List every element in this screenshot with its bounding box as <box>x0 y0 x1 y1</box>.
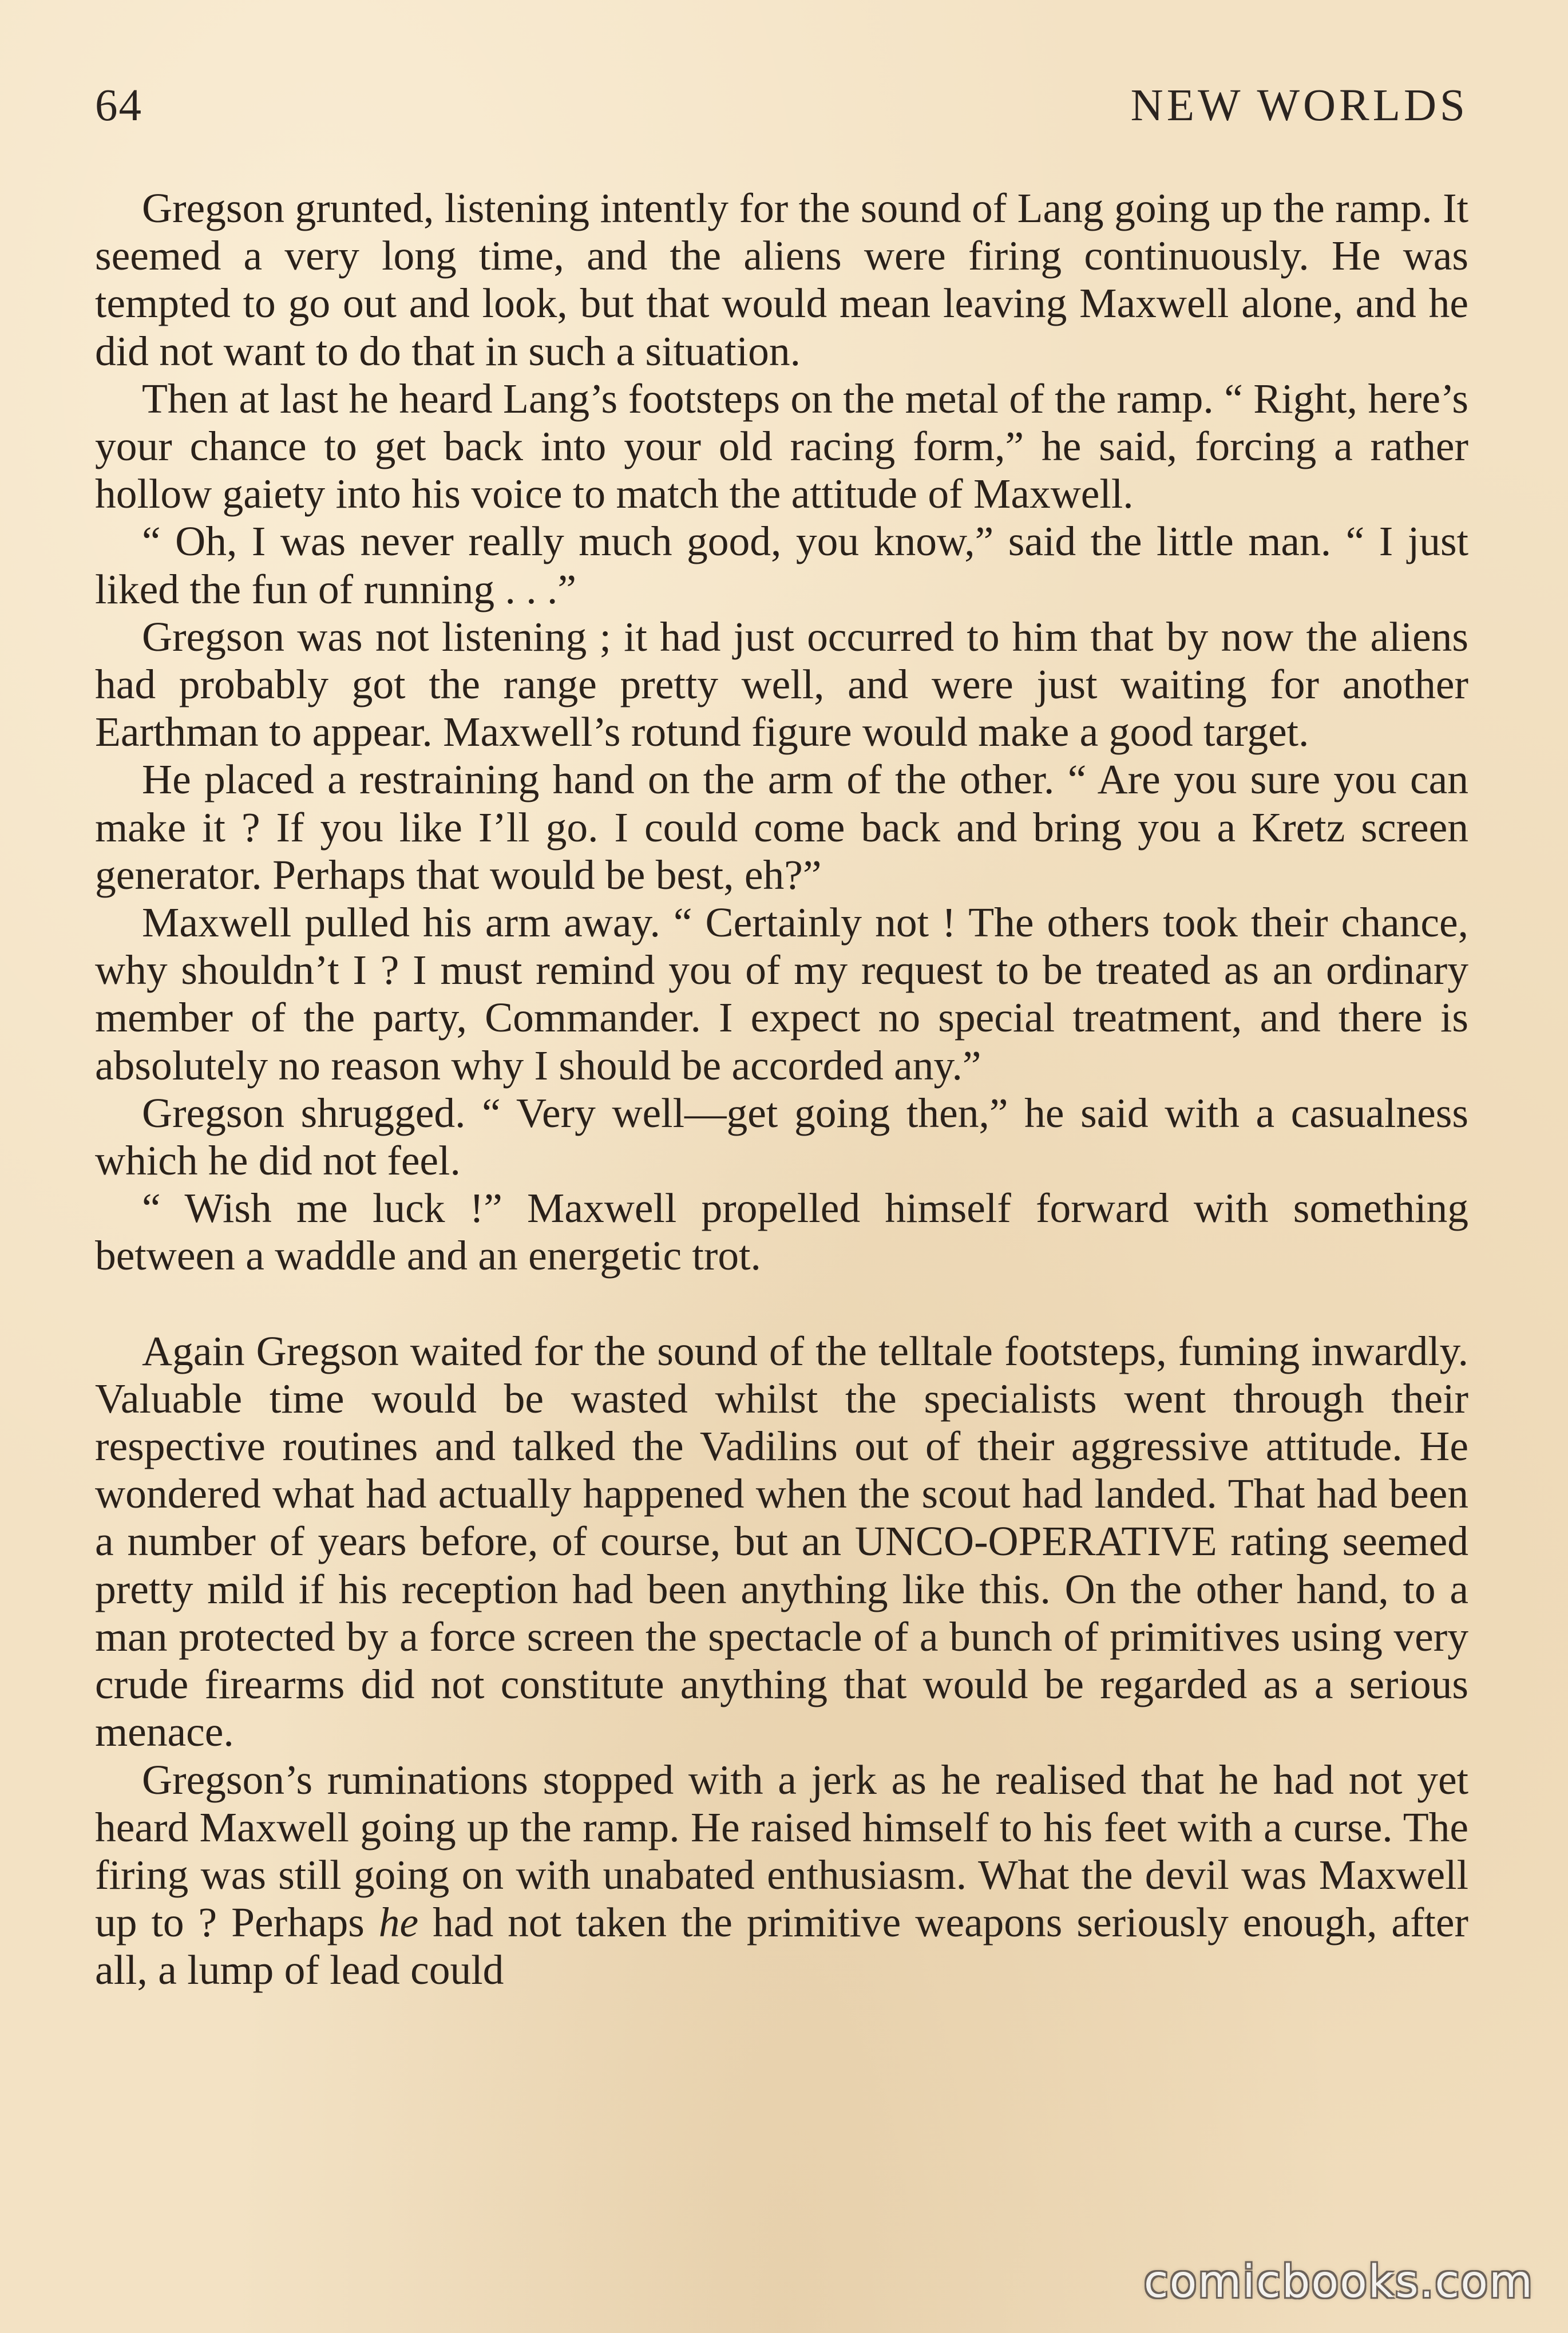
body-text <box>95 184 1468 1994</box>
paragraph: “ Oh, I was never really much good, you know,” said the little man. “ I just liked the fun of running . . .” <box>95 518 1468 612</box>
running-head <box>95 80 1468 143</box>
paragraph-text: had not taken the primitive weapons seriously enough, after all, a lump of lead could <box>95 1899 1468 1994</box>
paragraph: He placed a restraining hand on the arm of the other. “ Are you sure you can make it ? If you like I’ll go. I could come back and bring you a Kretz screen generator. Perhaps that would be best, eh?” <box>95 756 1468 898</box>
watermark: comicbooks.com <box>1143 2256 1534 2308</box>
emphasized-word: he <box>378 1899 419 1946</box>
page-number: 64 <box>95 81 142 131</box>
paragraph: Gregson grunted, listening intently for the sound of Lang going up the ramp. It seemed a very long time, and the aliens were firing continuously. He was tempted to go out and look, but that would mean leaving Maxwell alone, and he did not want to do that in such a situation. <box>95 185 1468 374</box>
paragraph-last <box>95 1756 1468 1994</box>
paragraph: Gregson shrugged. “ Very well—get going then,” he said with a casualness which he did not feel. <box>95 1089 1468 1184</box>
paragraph-text: Gregson’s ruminations stopped with a jerk as he realised that he had not yet heard Maxwell going up the ramp. He raised himself to his feet with a curse. The firing was still going on with unabated enthusiasm. What the devil was Maxwell up to ? Perhaps <box>95 1756 1468 1946</box>
paragraph: Gregson was not listening ; it had just occurred to him that by now the aliens had probably got the range pretty well, and were just waiting for another Earthman to appear. Maxwell’s rotund figure would make a good target. <box>95 613 1468 756</box>
paragraph: Then at last he heard Lang’s footsteps on the metal of the ramp. “ Right, here’s your chance to get back into your old racing form,” he said, forcing a rather hollow gaiety into his voice to match the attitude of Maxwell. <box>95 375 1468 517</box>
paragraph: “ Wish me luck !” Maxwell propelled himself forward with something between a waddle and an energetic trot. <box>95 1185 1468 1279</box>
paragraph: Again Gregson waited for the sound of the telltale footsteps, fuming inwardly. Valuable time would be wasted whilst the specialists went through their respective routines and talked the Vadilins out of their aggressive attitude. He wondered what had actually happened when the scout had landed. That had been a number of years before, of course, but an UNCO-OPERATIVE rating seemed pretty mild if his reception had been anything like this. On the other hand, to a man protected by a force screen the spectacle of a bunch of primitives using very crude firearms did not constitute anything that would be regarded as a serious menace. <box>95 1327 1468 1755</box>
journal-title: NEW WORLDS <box>1130 81 1468 131</box>
paragraph: Maxwell pulled his arm away. “ Certainly not ! The others took their chance, why shouldn’t I ? I must remind you of my request to be treated as an ordinary member of the party, Commander. I expect no special treatment, and there is absolutely no reason why I should be accorded any.” <box>95 899 1468 1089</box>
